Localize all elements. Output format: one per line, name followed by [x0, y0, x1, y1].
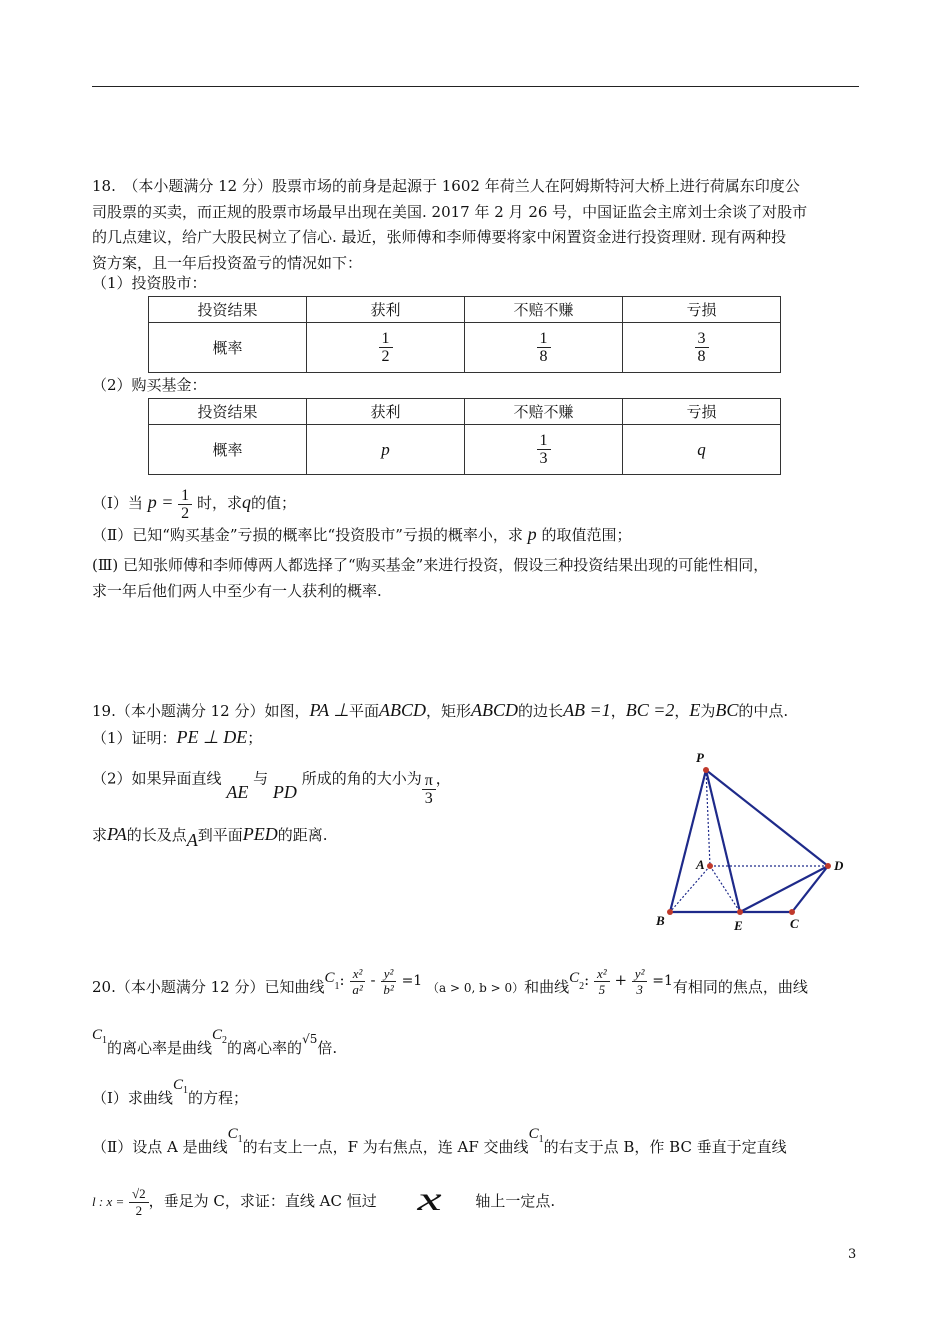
page-number: 3 — [848, 1247, 857, 1262]
q18-part-iii-line2: 求一年后他们两人中至少有一人获利的概率. — [92, 582, 382, 600]
prob-cell: p — [307, 425, 465, 475]
prob-cell: q — [623, 425, 781, 475]
point-C — [789, 909, 795, 915]
col-header: 获利 — [307, 399, 465, 425]
q19-intro: 19.（本小题满分 12 分）如图，PA ⊥平面ABCD，矩形ABCD的边长AB =1，BC =2，E为BC的中点. — [92, 700, 789, 720]
prob-cell: $\frac{1}{3}$ — [465, 425, 623, 475]
point-D — [825, 863, 831, 869]
q19-part-2-cont: 求PA的长及点A到平面PED的距离. — [92, 824, 328, 850]
col-header: 不赔不赚 — [465, 297, 623, 323]
edge-PD — [706, 770, 828, 866]
col-header: 获利 — [307, 297, 465, 323]
prob-cell: $\frac{1}{8}$ — [465, 323, 623, 373]
row-label: 概率 — [149, 323, 307, 373]
q20-part-i: （Ⅰ）求曲线$C_1$的方程； — [92, 1077, 248, 1107]
stock-table — [148, 296, 781, 373]
edge-PE — [706, 770, 740, 912]
fund-table — [148, 398, 781, 475]
row-label: 概率 — [149, 425, 307, 475]
header-rule — [92, 86, 859, 87]
pyramid-figure — [650, 745, 860, 935]
label-C: C — [790, 916, 799, 931]
q18-sub1: （1）投资股市： — [92, 274, 207, 292]
q18-line-4: 资方案，且一年后投资盈亏的情况如下： — [92, 253, 363, 272]
q18-intro — [92, 174, 862, 276]
edge-CD — [792, 866, 828, 912]
label-D: D — [834, 858, 844, 873]
prob-cell: $\frac{1}{2}$ — [307, 323, 465, 373]
q20-line2: $C_1$的离心率是曲线$C_2$的离心率的$^{√5}$倍. — [92, 1027, 338, 1057]
q18-part-ii: （Ⅱ）已知“购买基金”亏损的概率比“投资股市”亏损的概率小，求 p 的取值范围； — [92, 524, 632, 544]
q18-line-2: 司股票的买卖，而正规的股票市场最早出现在美国. 2017 年 2 月 26 号，中国证监会主席刘士余谈了对股市 — [92, 202, 808, 221]
label-E: E — [734, 918, 743, 933]
q18-part-i: （Ⅰ）当 p = $\frac{1}{2}$ 时，求q的值； — [92, 486, 296, 522]
point-A — [707, 863, 713, 869]
label-A: A — [696, 857, 705, 872]
label-B: B — [656, 913, 665, 928]
point-B — [667, 909, 673, 915]
label-P: P — [696, 750, 704, 765]
q20-part-ii: （Ⅱ）设点 A 是曲线$C_1$的右支上一点，F 为右焦点，连 AF 交曲线$C_1$的右支于点 B，作 BC 垂直于定直线 — [92, 1126, 787, 1156]
q18-sub2: （2）购买基金： — [92, 376, 207, 394]
q20-intro: 20.（本小题满分 12 分）已知曲线$C_1$: $\frac{\text{x²}}{\text{a²}}$ - $\frac{\text{y²}}{\text{b²}}$ =1 $_{(a > 0, b > 0)}$和曲线$C_2$: $\frac{\text{x²}}{5}$ + $\frac{\text{y²}}{3}$ =1有相同的焦点，曲线 — [92, 965, 808, 997]
col-header: 亏损 — [623, 399, 781, 425]
edge-ED — [740, 866, 828, 912]
q18-line-1: 18. （本小题满分 12 分）股票市场的前身是起源于 1602 年荷兰人在阿姆斯特河大桥上进行荷属东印度公 — [92, 177, 800, 195]
col-header: 亏损 — [623, 297, 781, 323]
q18-part-iii-line1: (Ⅲ) 已知张师傅和李师傅两人都选择了“购买基金”来进行投资，假设三种投资结果出现的可能性相同， — [92, 556, 769, 574]
q19-part-2: （2）如果异面直线 AE 与 PD 所成的角的大小为 $\frac{\pi}{3}$ ， — [92, 769, 451, 807]
q20-part-ii-cont: l : x = $\frac{√2}{2}$ ，垂足为 C，求证：直线 AC 恒过 x 轴上一定点. — [92, 1181, 556, 1218]
col-header: 投资结果 — [149, 297, 307, 323]
q18-line-3: 的几点建议，给广大股民树立了信心. 最近，张师傅和李师傅要将家中闲置资金进行投资理财. 现有两种投 — [92, 228, 787, 246]
col-header: 不赔不赚 — [465, 399, 623, 425]
point-E — [737, 909, 743, 915]
prob-cell: $\frac{3}{8}$ — [623, 323, 781, 373]
col-header: 投资结果 — [149, 399, 307, 425]
point-P — [703, 767, 709, 773]
q19-part-1: （1）证明：PE ⊥ DE； — [92, 727, 263, 747]
